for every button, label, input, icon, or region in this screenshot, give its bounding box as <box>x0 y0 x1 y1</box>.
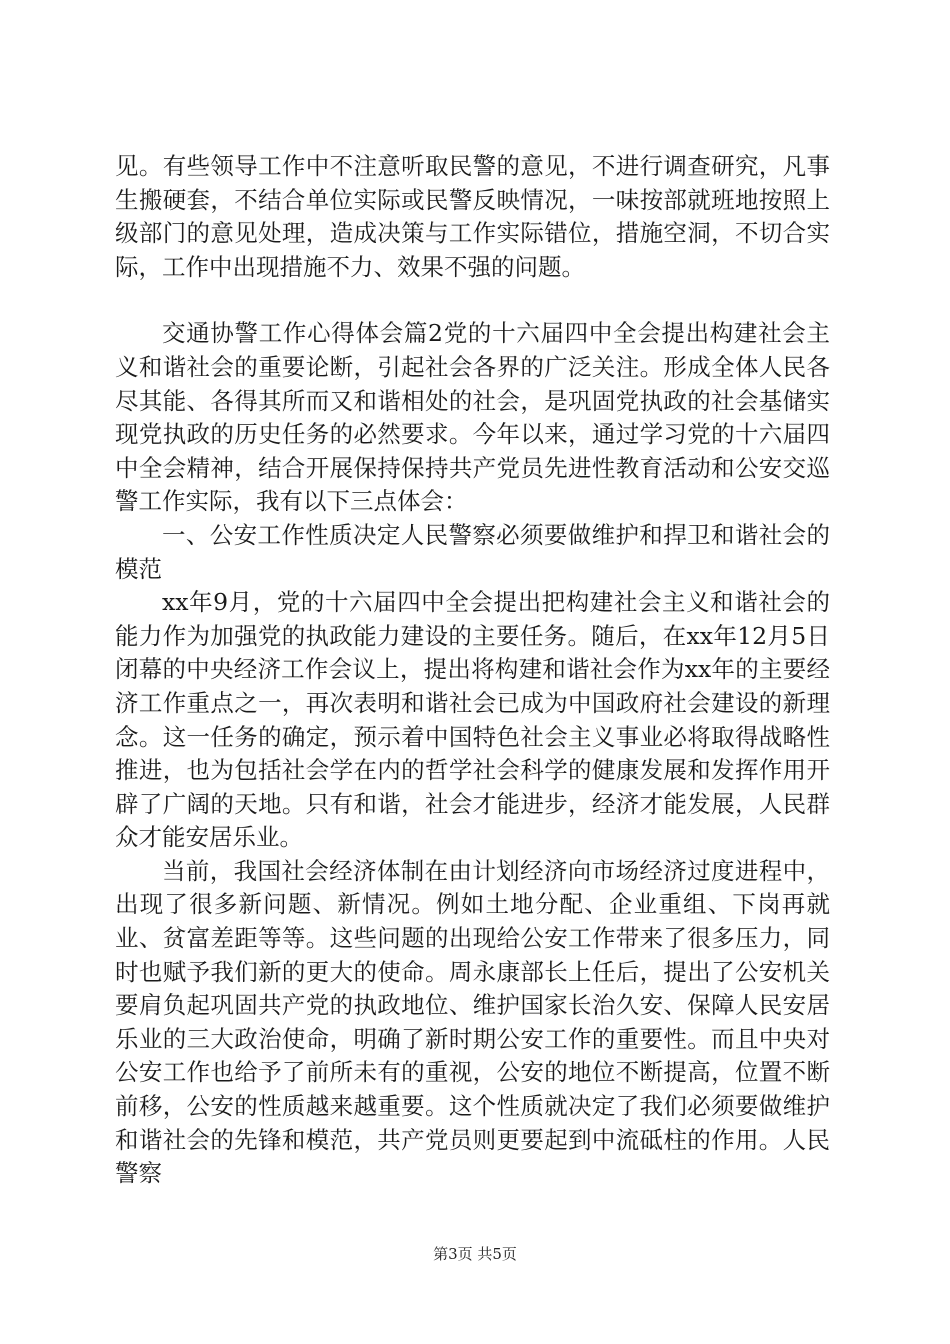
document-body <box>115 150 830 1191</box>
paragraph-current-situation: 当前，我国社会经济体制在由计划经济向市场经济过度进程中，出现了很多新问题、新情况。例如土地分配、企业重组、下岗再就业、贫富差距等等。这些问题的出现给公安工作带来了很多压力，同时也赋予我们新的更大的使命。周永康部长上任后，提出了公安机关要肩负起巩固共产党的执政地位、维护国家长治久安、保障人民安居乐业的三大政治使命，明确了新时期公安工作的重要性。而且中央对公安工作也给予了前所未有的重视，公安的地位不断提高，位置不断前移，公安的性质越来越重要。这个性质就决定了我们必须要做维护和谐社会的先锋和模范，共产党员则更要起到中流砥柱的作用。人民警察 <box>115 856 830 1188</box>
section-heading: 一、公安工作性质决定人民警察必须要做维护和捍卫和谐社会的模范 <box>115 520 830 583</box>
paragraph-gap <box>115 284 830 317</box>
paragraph-continuation: 见。有些领导工作中不注意听取民警的意见，不进行调查研究，凡事生搬硬套，不结合单位实际或民警反映情况，一味按部就班地按照上级部门的意见处理，造成决策与工作实际错位，措施空洞，不切合实际，工作中出现措施不力、效果不强的问题。 <box>115 152 830 281</box>
page-number-footer: 第3页 共5页 <box>433 1245 517 1263</box>
paragraph-article-intro: 交通协警工作心得体会篇2党的十六届四中全会提出构建社会主义和谐社会的重要论断，引起社会各界的广泛关注。形成全体人民各尽其能、各得其所而又和谐相处的社会，是巩固党执政的社会基储实现党执政的历史任务的必然要求。今年以来，通过学习党的十六届四中全会精神，结合开展保持保持共产党员先进性教育活动和公安交巡警工作实际，我有以下三点体会： <box>115 319 830 516</box>
paragraph-background: xx年9月，党的十六届四中全会提出把构建社会主义和谐社会的能力作为加强党的执政能力建设的主要任务。随后，在xx年12月5日闭幕的中央经济工作会议上，提出将构建和谐社会作为xx年的主要经济工作重点之一，再次表明和谐社会已成为中国政府社会建设的新理念。这一任务的确定，预示着中国特色社会主义事业必将取得战略性推进，也为包括社会学在内的哲学社会科学的健康发展和发挥作用开辟了广阔的天地。只有和谐，社会才能进步，经济才能发展，人民群众才能安居乐业。 <box>115 588 830 852</box>
